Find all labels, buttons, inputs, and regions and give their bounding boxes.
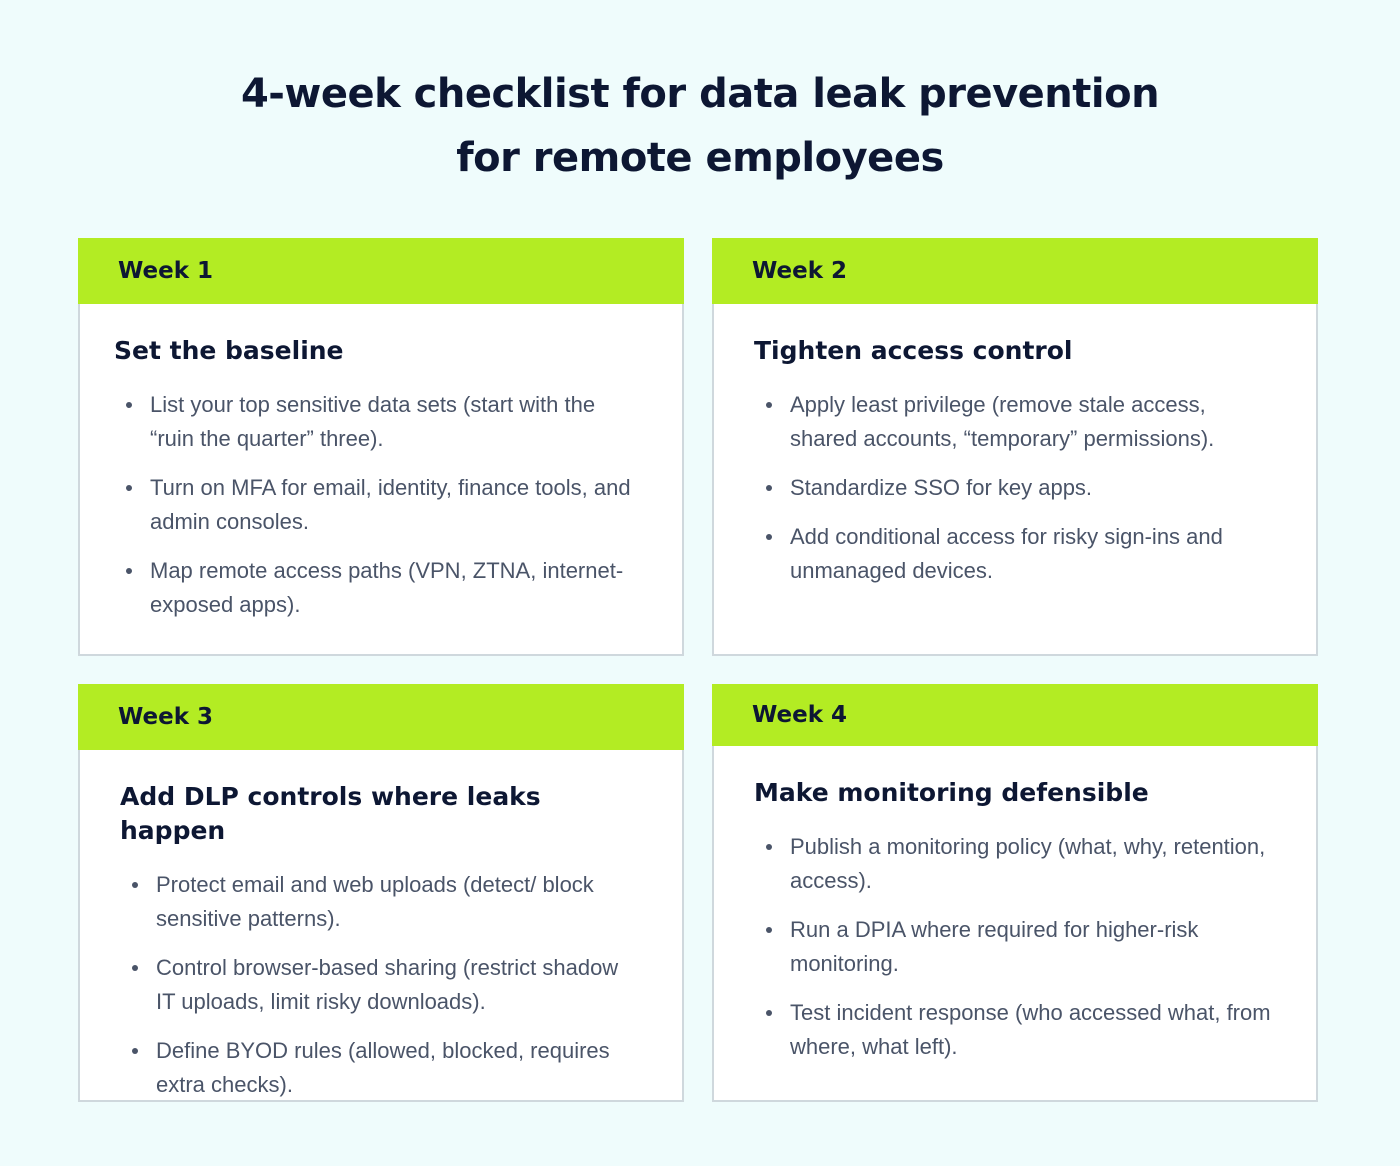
page-title [0,62,1400,190]
list-item-text: Test incident response (who accessed what, from where, what left). [790,1000,1271,1059]
week-1-card [78,238,684,656]
week-2-body [714,304,1316,588]
week-4-header: Week 4 [712,684,1318,746]
week-4-heading: Make monitoring defensible [754,778,1149,807]
week-3-card [78,684,684,1102]
list-item-text: Publish a monitoring policy (what, why, retention, access). [790,834,1266,893]
list-item-text: List your top sensitive data sets (start with the “ruin the quarter” three). [150,392,596,451]
list-item-text: Turn on MFA for email, identity, finance tools, and admin consoles. [150,475,631,534]
list-item-text: Control browser-based sharing (restrict shadow IT uploads, limit risky downloads). [156,955,619,1014]
bullet-icon [132,882,138,888]
list-item [754,996,1276,1064]
week-3-heading: Add DLP controls where leaks happen [120,782,541,845]
list-item [754,388,1276,456]
week-4-card [712,684,1318,1102]
week-1-heading: Set the baseline [114,336,344,365]
bullet-icon [126,485,132,491]
bullet-icon [766,534,772,540]
bullet-icon [766,402,772,408]
bullet-icon [132,1048,138,1054]
list-item-text: Run a DPIA where required for higher-risk monitoring. [790,917,1199,976]
week-3-header: Week 3 [78,684,684,750]
list-item-text: Standardize SSO for key apps. [790,475,1093,500]
bullet-icon [766,844,772,850]
list-item-text: Define BYOD rules (allowed, blocked, requires extra checks). [156,1038,610,1097]
list-item [754,830,1276,898]
week-4-checklist [754,830,1276,1064]
week-3-checklist [120,868,642,1102]
list-item-text: Protect email and web uploads (detect/ block sensitive patterns). [156,872,594,931]
week-1-body [80,304,682,622]
bullet-icon [766,485,772,491]
list-item-text: Apply least privilege (remove stale access, shared accounts, “temporary” permissions). [790,392,1215,451]
list-item-text: Add conditional access for risky sign-ins and unmanaged devices. [790,524,1223,583]
week-2-checklist [754,388,1276,588]
bullet-icon [766,927,772,933]
week-3-body [80,750,682,1102]
list-item [120,868,642,936]
bullet-icon [126,402,132,408]
list-item-text: Map remote access paths (VPN, ZTNA, internet-exposed apps). [150,558,624,617]
list-item [114,471,642,539]
page-title-line-2: for remote employees [456,135,944,181]
list-item [754,520,1276,588]
list-item [754,471,1276,505]
list-item [114,388,642,456]
list-item [120,951,642,1019]
list-item [754,913,1276,981]
week-2-header: Week 2 [712,238,1318,304]
list-item [120,1034,642,1102]
page-title-line-1: 4-week checklist for data leak prevention [240,71,1160,117]
bullet-icon [132,965,138,971]
bullet-icon [126,568,132,574]
week-2-card [712,238,1318,656]
week-1-checklist [114,388,642,622]
week-4-body [714,746,1316,1064]
week-1-header: Week 1 [78,238,684,304]
list-item [114,554,642,622]
week-2-heading: Tighten access control [754,336,1073,365]
bullet-icon [766,1010,772,1016]
